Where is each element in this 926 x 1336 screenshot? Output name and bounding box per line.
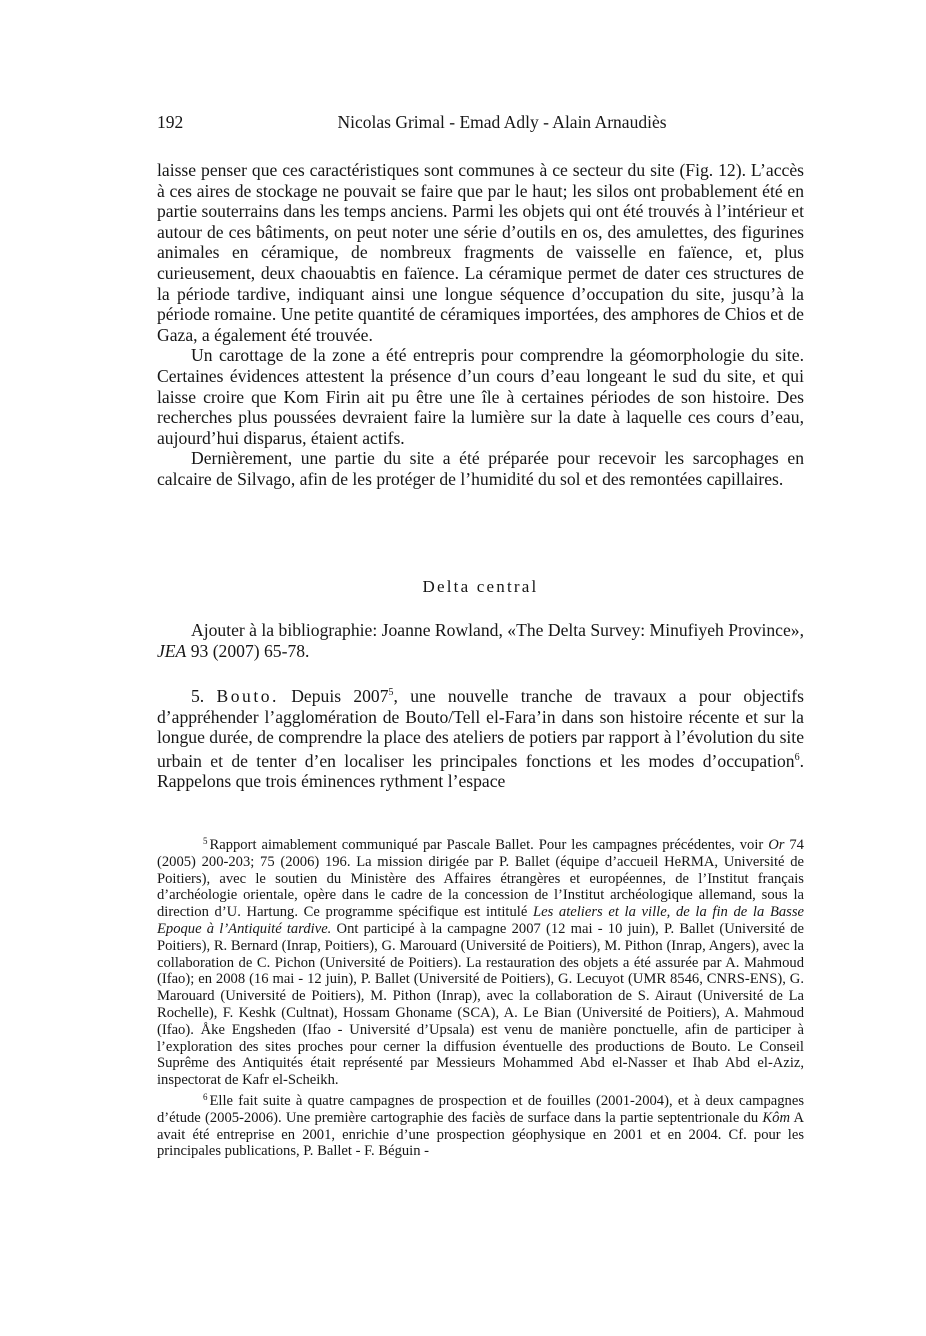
paragraph-bouto [157,683,804,792]
footnote-ref-5[interactable]: 5 [388,687,394,698]
bouto-section [157,683,804,792]
journal-abbrev: JEA [157,640,187,661]
bouto-text-b: , une nouvelle tranche de travaux a pour objectifs d’appréhender l’agglomération de Bouto/Tell el-Fara’in dans son histoire récente et sur la longue durée, de comprendre la place des ateliers de potiers par rapport à l’évolution du site urbain et de tenter d’en localiser les principales fonctions et les modes d’occupation [157,686,804,771]
site-name: Bouto. [216,686,279,706]
footnote-ref-6[interactable]: 6 [794,751,800,763]
footnote-mark-5: 5 [203,836,208,846]
entry-number: 5. [191,686,205,706]
footnote-5-italic-1: Or [768,837,785,853]
footnote-5-text-3: Ont participé à la campagne 2007 (12 mai - 10 juin), P. Ballet (Université de Poitiers), R. Bernard (Inrap, Poitiers), G. Marouard (Université de Poitiers), M. Pithon (Inrap, Angers), avec la collaboration de C. Pichon (Université de Poitiers). La restauration des objets a été assurée par A. Mahmoud (Ifao); en 2008 (16 mai - 12 juin), P. Ballet (Université de Poitiers), G. Lecuyot (UMR 8546, CNRS-ENS), G. Marouard (Université de Poitiers), M. Pithon (Inrap), avec la collaboration de S. Airaut (Université de La Rochelle), F. Keshk (Cultnat), Hossam Ghoname (SCA), A. Le Bian (Université de Poitiers), A. Mahmoud (Ifao). Åke Engsheden (Ifao - Université d’Upsala) est venu de manière ponctuelle, afin de participer à l’exploration des sites proches pour cerner la diffusion éventuelle des productions de Bouto. Le Conseil Suprême des Antiquités était représenté par Messieurs Mohammed Abd el-Nasser et Ihab Abd el-Aziz, inspectorat de Kafr el-Scheikh. [157,920,804,1089]
bibliography-suffix: 93 (2007) 65-78. [186,640,310,661]
footnote-6-italic-1: Kôm [762,1109,790,1126]
bibliography-note [157,620,804,661]
footnote-5 [157,833,804,1089]
paragraph-storage: laisse penser que ces caractéristiques sont communes à ce secteur du site (Fig. 12). L’accès à ces aires de stockage ne pouvait se faire que par le haut; les silos ont probablement été en partie souterrains dans les temps anciens. Parmi les objets qui ont été trouvés à l’intérieur et autour de ces bâtiments, on peut noter une série d’outils en os, des amulettes, des figurines animales en céramique, de nombreux fragments de vaisselle en faïence, et, plus curieusement, deux chaouabtis en faïence. La céramique permet de dater ces structures de la période tardive, indiquant ainsi une longue séquence d’occupation du site, jusqu’à la période romaine. Une petite quantité de céramiques importées, des amphores de Chios et de Gaza, a également été trouvée. [157,160,804,345]
footnote-5-text-1: Rapport aimablement communiqué par Pascale Ballet. Pour les campagnes précédentes, voir [209,837,769,853]
bouto-text-c: . Rappelons que trois éminences rythment l’espace [157,750,804,792]
running-title: Nicolas Grimal - Emad Adly - Alain Arnaudiès [337,112,667,132]
footnote-5-italic-2: Les ateliers et la ville, de la fin de la Basse Epoque à l’Antiquité tardive. [157,904,804,937]
footnote-mark-6: 6 [203,1091,208,1102]
footnote-6-text-1: Elle fait suite à quatre campagnes de prospection et de fouilles (2001-2004), et à deux campagnes d’étude (2005-2006). Une première cartographie des faciès de surface dans la partie septentrionale du [157,1092,804,1126]
running-head [157,112,807,134]
bibliography-prefix: Ajouter à la bibliographie: Joanne Rowland, «The Delta Survey: Minufiyeh Province», [191,620,804,640]
footnote-5-text-2: 74 (2005) 200-203; 75 (2006) 196. La mission dirigée par P. Ballet (équipe d’accueil HeRMA, Université de Poitiers), avec le soutien du Ministère des Affaires étrangères et européennes, de l’Institut français d’archéologie orientale, opère dans le cadre de la concession de l’Institut archéologique allemand, sous la direction d’U. Hartung. Ce programme spécifique est intitulé [157,837,804,921]
body-text-top [157,160,804,490]
footnote-6 [157,1089,804,1160]
paragraph-bibliography [157,620,804,661]
page-number: 192 [157,112,184,132]
footnote-6-text-2: A avait été entreprise en 2001, enrichie d’une prospection géophysique en 2001 et en 2004. Cf. pour les principales publications, P. Ballet - F. Béguin - [157,1109,804,1160]
paragraph-coring: Un carottage de la zone a été entrepris pour comprendre la géomorphologie du site. Certaines évidences attestent la présence d’un cours d’eau longeant le sud du site, et qui laisse croire que Kom Firin ait pu être une île à certaines périodes de son histoire. Des recherches plus poussées devraient faire la lumière sur la date à laquelle ces cours d’eau, aujourd’hui disparus, étaient actifs. [157,345,804,448]
paragraph-sarcophagi: Dernièrement, une partie du site a été préparée pour recevoir les sarcophages en calcaire de Silvago, afin de les protéger de l’humidité du sol et des remontées capillaires. [157,448,804,489]
bouto-text-a: Depuis 2007 [278,686,389,706]
footnotes [157,833,804,1160]
section-heading: Delta central [422,577,539,596]
